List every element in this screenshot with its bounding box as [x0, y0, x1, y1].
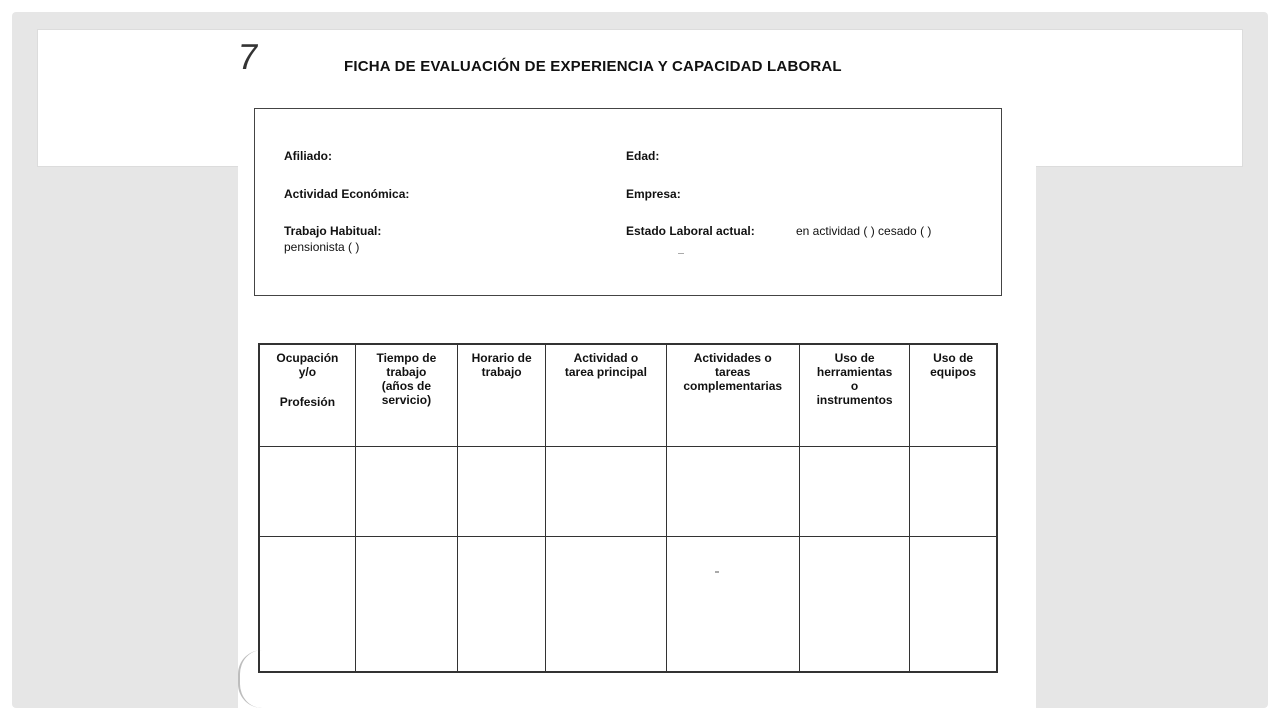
- table-cell: [259, 447, 355, 537]
- scan-speck: [678, 253, 684, 254]
- table-cell: [799, 447, 909, 537]
- edad-label: Edad:: [626, 149, 660, 163]
- trabajo-habitual-label: Trabajo Habitual:: [284, 224, 382, 238]
- afiliado-label: Afiliado:: [284, 149, 332, 163]
- col-header-equipos: Uso de equipos: [910, 344, 997, 447]
- estado-laboral-options: en actividad ( ) cesado ( ): [796, 224, 932, 238]
- document-title: FICHA DE EVALUACIÓN DE EXPERIENCIA Y CAPACIDAD LABORAL: [344, 58, 842, 75]
- table-row: [259, 537, 997, 672]
- actividad-economica-label: Actividad Económica:: [284, 187, 410, 201]
- table-cell: [910, 537, 997, 672]
- estado-laboral-label: Estado Laboral actual:: [626, 224, 755, 238]
- table-cell: [910, 447, 997, 537]
- table-cell: [666, 537, 799, 672]
- scanned-document: [235, 30, 1036, 708]
- table-row: [259, 447, 997, 537]
- table-cell: [546, 537, 666, 672]
- scan-speck: [715, 571, 719, 573]
- partial-stamp: [238, 650, 262, 708]
- table-cell: [666, 447, 799, 537]
- col-header-herramientas: Uso de herramientas o instrumentos: [799, 344, 909, 447]
- col-header-tiempo-de-trabajo: Tiempo de trabajo (años de servicio): [355, 344, 457, 447]
- col-header-horario: Horario de trabajo: [458, 344, 546, 447]
- table-cell: [458, 447, 546, 537]
- table-cell: [355, 447, 457, 537]
- col-header-actividades-complementarias: Actividades o tareas complementarias: [666, 344, 799, 447]
- handwritten-page-number: 7: [235, 36, 261, 77]
- table-cell: [458, 537, 546, 672]
- col-header-ocupacion: Ocupación y/o Profesión: [259, 344, 355, 447]
- empresa-label: Empresa:: [626, 187, 681, 201]
- table-cell: [799, 537, 909, 672]
- pensionista-option: pensionista ( ): [284, 240, 360, 254]
- affiliate-info-box: [254, 108, 1002, 296]
- table-cell: [259, 537, 355, 672]
- experience-table: [258, 343, 998, 673]
- table-cell: [355, 537, 457, 672]
- col-header-actividad-principal: Actividad o tarea principal: [546, 344, 666, 447]
- table-cell: [546, 447, 666, 537]
- table-header-row: [259, 344, 997, 447]
